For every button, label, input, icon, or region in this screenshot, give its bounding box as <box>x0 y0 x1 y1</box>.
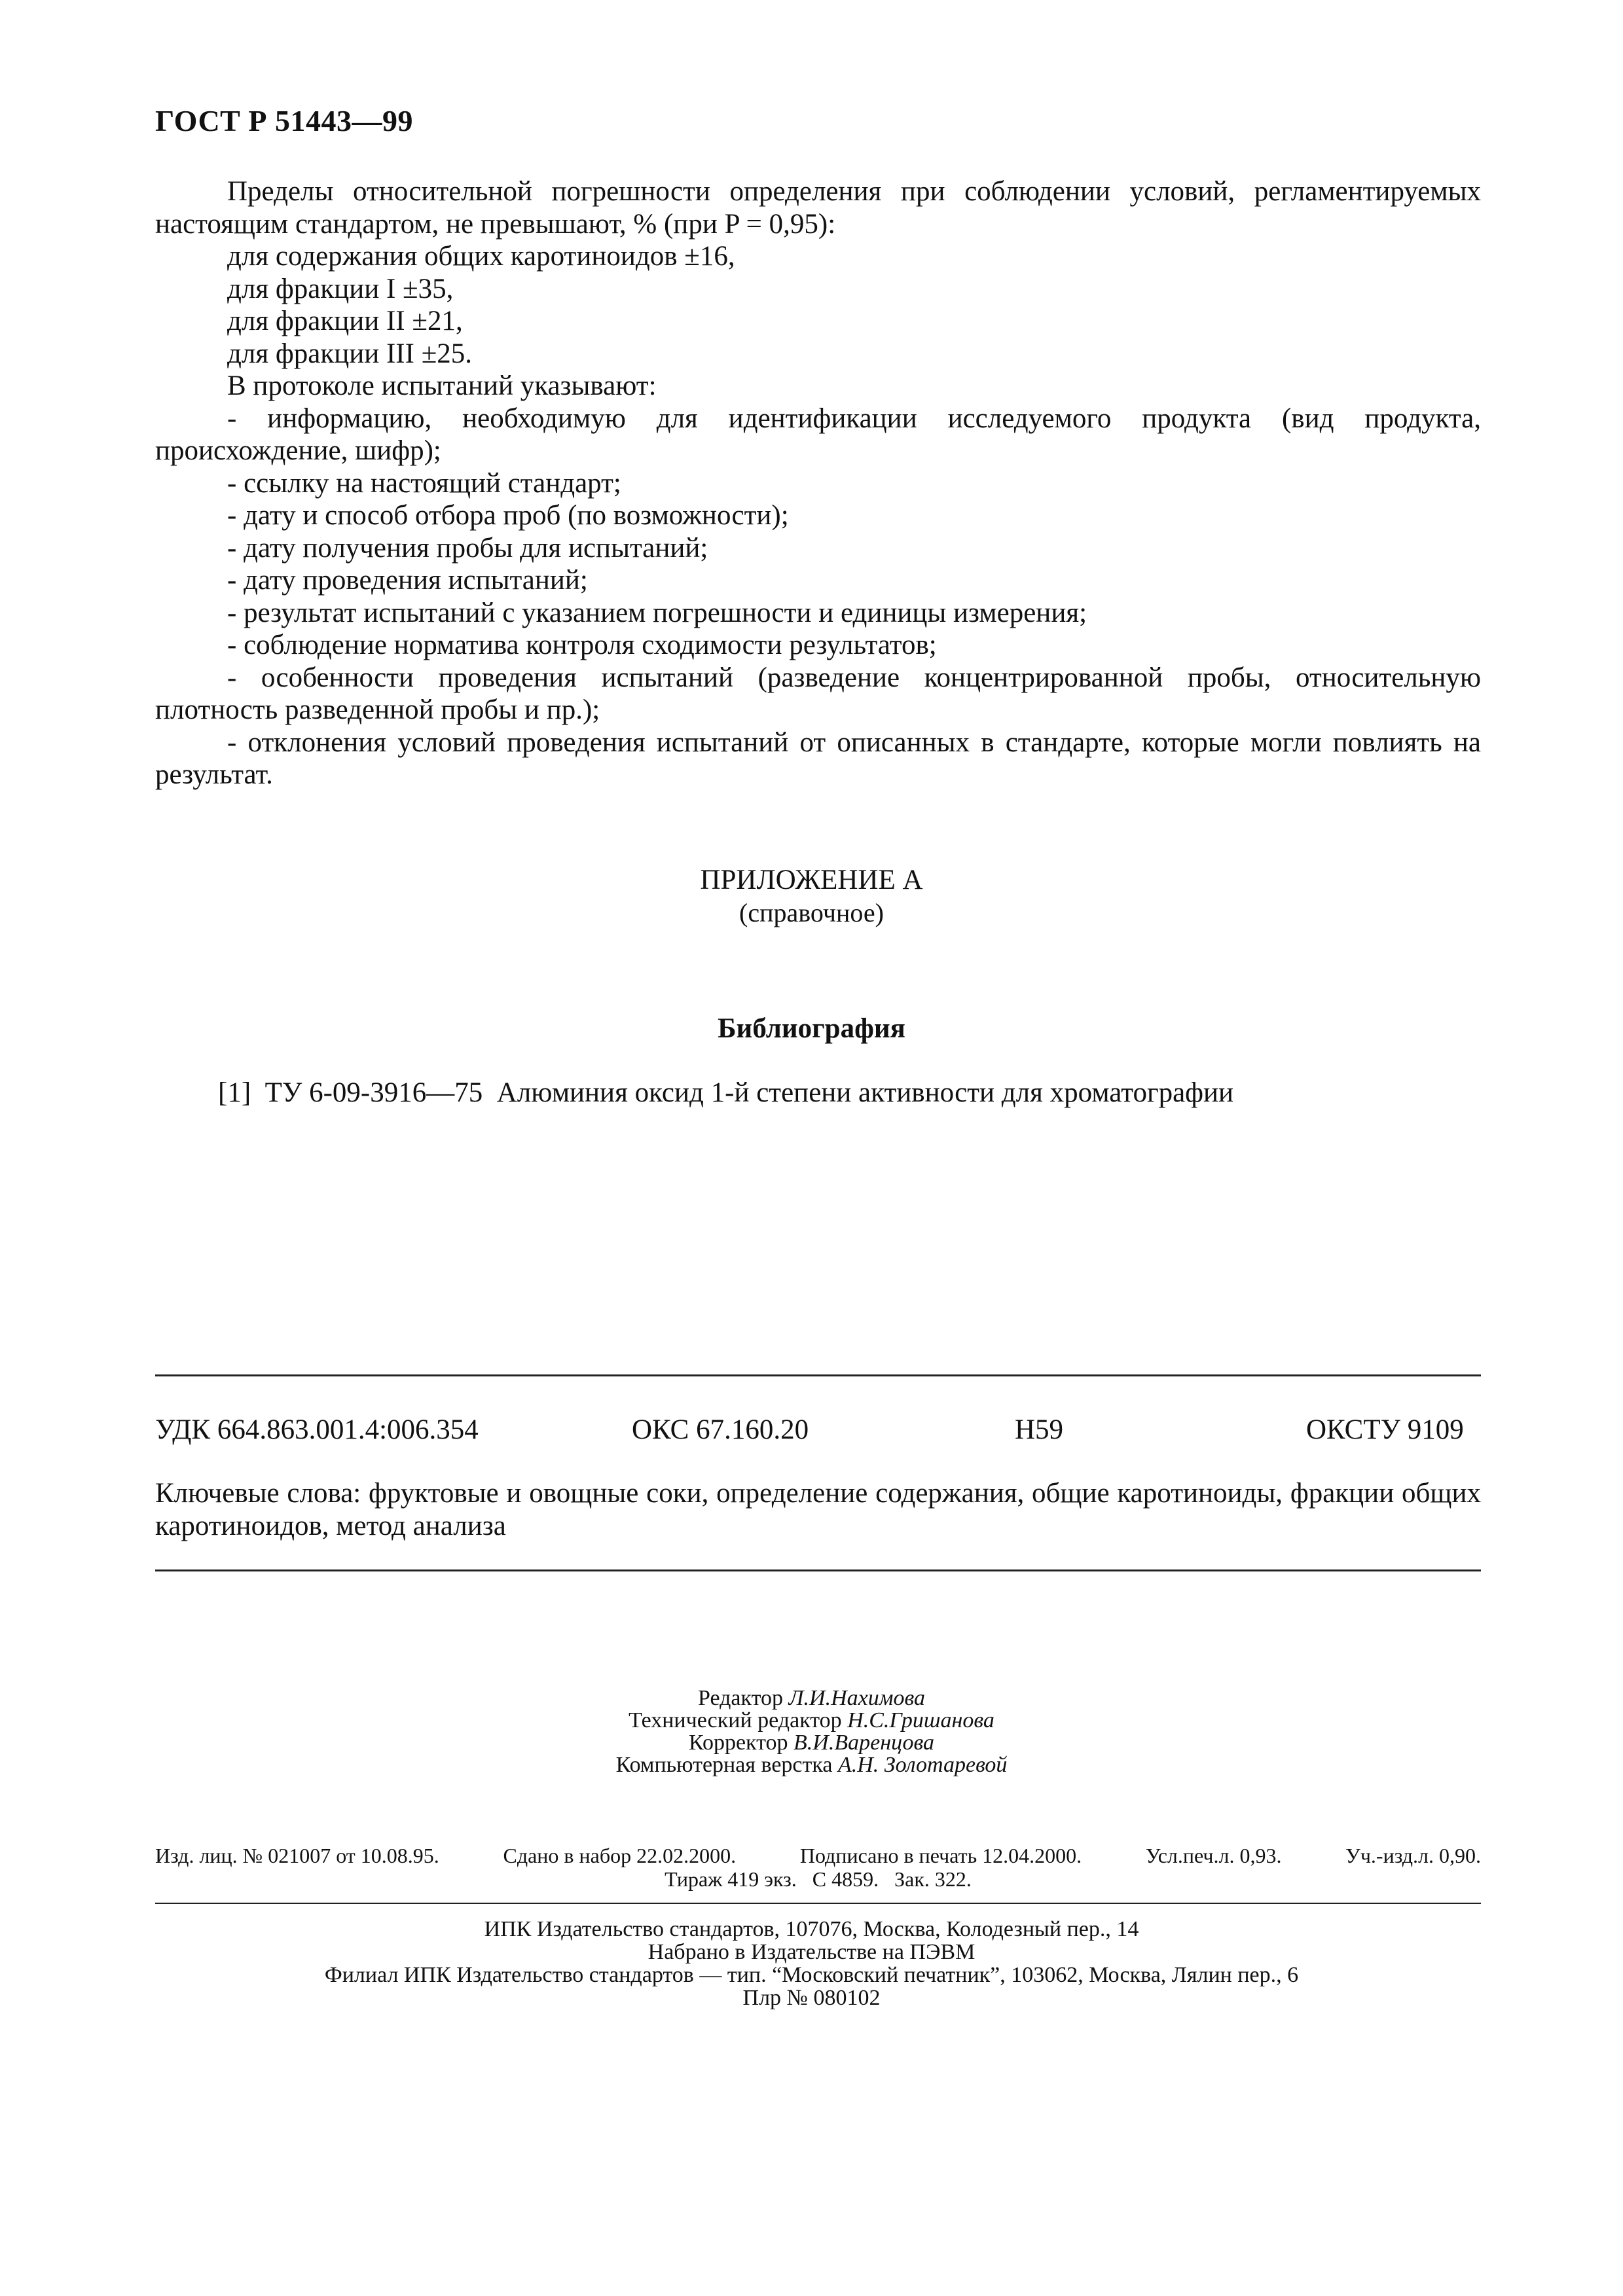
annex-heading <box>0 864 1623 929</box>
credit-row <box>0 1732 1623 1754</box>
credit-row <box>0 1710 1623 1732</box>
oks-code: ОКС 67.160.20 <box>632 1414 809 1445</box>
group-code: Н59 <box>1015 1414 1064 1445</box>
paragraph: для содержания общих каротиноидов ±16, <box>227 241 735 272</box>
keywords: Ключевые слова: фруктовые и овощные соки, определение содержания, общие каротиноиды, фракции общих каротиноидов, метод анализа <box>155 1478 1481 1541</box>
list-item: - информацию, необходимую для идентификации исследуемого продукта (вид продукта, происхождение, шифр); <box>155 403 1481 466</box>
credits-block <box>0 1687 1623 1776</box>
publisher-line: Филиал ИПК Издательство стандартов — тип. “Московский печатник”, 103062, Москва, Лялин пер., 6 <box>324 1963 1299 1987</box>
annex-subtitle: (справочное) <box>739 898 884 927</box>
paragraph: для фракции III ±25. <box>227 338 473 369</box>
list-item: - дату получения пробы для испытаний; <box>227 532 708 564</box>
list-item: - особенности проведения испытаний (разведение концентрированной пробы, относительную плотность разведенной пробы и пр.); <box>155 662 1481 725</box>
imprint <box>155 1844 1481 1891</box>
bibliography-entry-number: [1] <box>218 1077 251 1108</box>
bibliography-entry-text: Алюминия оксид 1-й степени активности для хроматографии <box>496 1077 1234 1108</box>
credit-name: А.Н. Золотаревой <box>837 1753 1008 1777</box>
publisher-block <box>0 1918 1623 2009</box>
publisher-line: Плр № 080102 <box>742 1986 881 2010</box>
publisher-line: Набрано в Издательстве на ПЭВМ <box>647 1940 976 1964</box>
divider <box>155 1570 1481 1571</box>
udk-code: УДК 664.863.001.4:006.354 <box>155 1414 479 1445</box>
credit-role: Редактор <box>698 1686 784 1710</box>
credit-name: Л.И.Нахимова <box>788 1686 925 1710</box>
divider <box>155 1903 1481 1904</box>
paragraph: Пределы относительной погрешности определения при соблюдении условий, регламентируемых настоящим стандартом, не превышают, % (при P = 0,95): <box>155 176 1481 240</box>
list-item: - соблюдение норматива контроля сходимости результатов; <box>227 630 937 660</box>
credit-row <box>0 1754 1623 1776</box>
imprint-run: Тираж 419 экз. С 4859. Зак. 322. <box>665 1867 972 1891</box>
list-item: - отклонения условий проведения испытаний от описанных в стандарте, которые могли повлиять на результат. <box>155 726 1481 790</box>
publisher-line: ИПК Издательство стандартов, 107076, Москва, Колодезный пер., 14 <box>484 1917 1139 1941</box>
imprint-license: Изд. лиц. № 021007 от 10.08.95. <box>155 1844 439 1867</box>
list-item: - дату и способ отбора проб (по возможности); <box>227 500 789 531</box>
imprint-typeset: Сдано в набор 22.02.2000. <box>503 1844 737 1867</box>
okstu-code: ОКСТУ 9109 <box>1306 1414 1464 1445</box>
paragraph: для фракции I ±35, <box>227 273 454 304</box>
paragraph: В протоколе испытаний указывают: <box>227 370 657 401</box>
imprint-signed: Подписано в печать 12.04.2000. <box>799 1844 1082 1867</box>
credit-name: В.И.Варенцова <box>793 1731 935 1755</box>
credit-role: Технический редактор <box>629 1708 842 1732</box>
credit-role: Компьютерная верстка <box>615 1753 833 1777</box>
list-item: - результат испытаний с указанием погрешности и единицы измерения; <box>227 597 1087 628</box>
list-item: - дату проведения испытаний; <box>227 565 588 596</box>
list-item: - ссылку на настоящий стандарт; <box>227 467 621 499</box>
document-code: ГОСТ Р 51443—99 <box>155 104 413 137</box>
bibliography-entry-code: ТУ 6-09-3916—75 <box>264 1077 483 1108</box>
paragraph: для фракции II ±21, <box>227 306 463 336</box>
credit-name: Н.С.Гришанова <box>847 1708 994 1732</box>
divider <box>155 1374 1481 1376</box>
body-text <box>155 175 1481 791</box>
bibliography-title: Библиография <box>718 1013 905 1044</box>
annex-title: ПРИЛОЖЕНИЕ А <box>700 865 923 895</box>
bibliography-entry <box>218 1077 1233 1109</box>
imprint-pub-sheets: Уч.-изд.л. 0,90. <box>1345 1844 1481 1867</box>
imprint-print-sheets: Усл.печ.л. 0,93. <box>1145 1844 1282 1867</box>
credit-role: Корректор <box>688 1731 788 1755</box>
credit-row <box>0 1687 1623 1710</box>
